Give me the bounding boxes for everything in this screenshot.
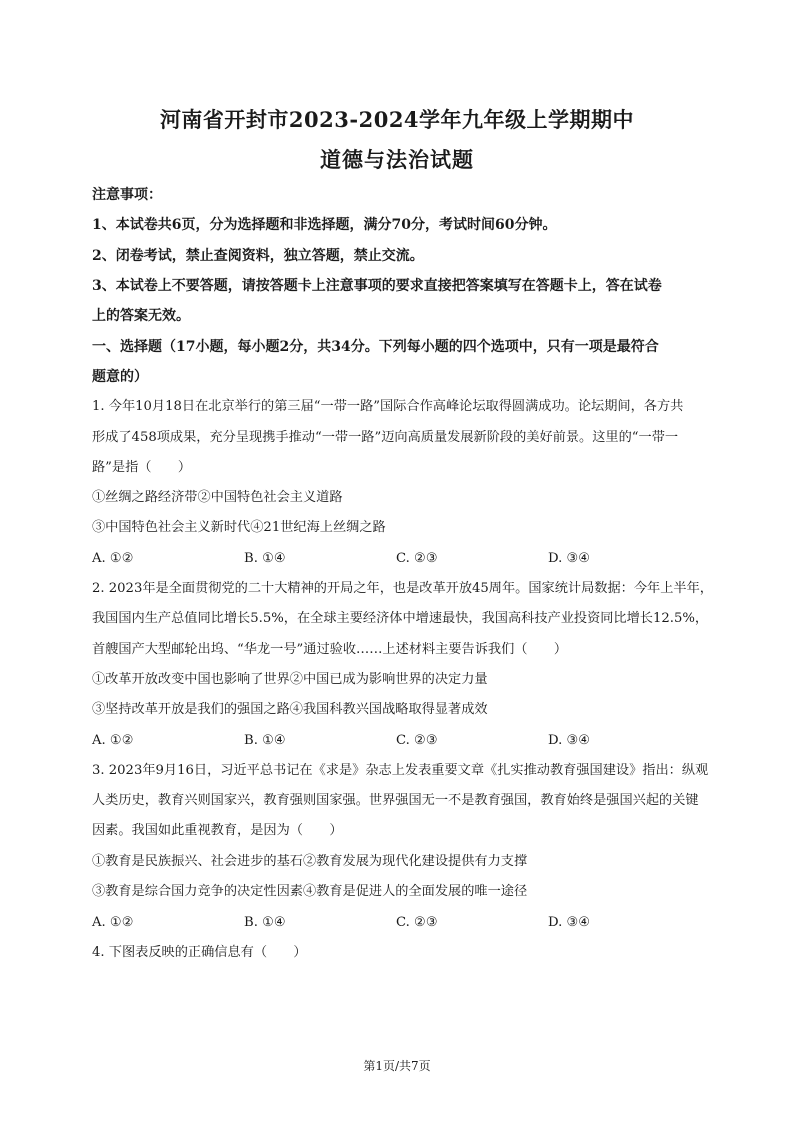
- section-heading: 一、选择题（17小题，每小题2分，共34分。下列每小题的四个选项中，只有一项是最符合: [92, 338, 659, 355]
- option-a: A. ①②: [92, 914, 134, 930]
- question-1: [92, 392, 702, 574]
- option-d: D. ③④: [548, 914, 591, 930]
- option-b: B. ①④: [244, 732, 286, 748]
- statement: ①丝绸之路经济带②中国特色社会主义道路: [92, 490, 343, 506]
- page-footer: 第1页/共7页: [363, 1059, 431, 1073]
- question-3: [92, 756, 709, 938]
- option-c: C. ②③: [396, 551, 438, 567]
- option-a: A. ①②: [92, 732, 134, 748]
- statement: ③坚持改革开放是我们的强国之路④我国科教兴国战略取得显著成效: [92, 702, 488, 718]
- statement: ①教育是民族振兴、社会进步的基石②教育发展为现代化建设提供有力支撑: [92, 853, 528, 869]
- option-d: D. ③④: [548, 551, 591, 567]
- option-c: C. ②③: [396, 914, 438, 930]
- note-item: 1、本试卷共6页，分为选择题和非选择题，满分70分，考试时间60分钟。: [92, 217, 557, 234]
- options: [92, 544, 702, 574]
- note-item: 2、闭卷考试，禁止查阅资料，独立答题，禁止交流。: [92, 247, 424, 264]
- question-4: [92, 937, 702, 967]
- statement: ③中国特色社会主义新时代④21世纪海上丝绸之路: [92, 520, 386, 536]
- note-item: 上的答案无效。: [92, 308, 190, 325]
- option-c: C. ②③: [396, 732, 438, 748]
- option-d: D. ③④: [548, 732, 591, 748]
- option-b: B. ①④: [244, 914, 286, 930]
- question-2: [92, 574, 713, 756]
- statement: ③教育是综合国力竞争的决定性因素④教育是促进人的全面发展的唯一途径: [92, 883, 528, 899]
- options: [92, 725, 702, 755]
- question-text: 我国国内生产总值同比增长5.5%，在全球主要经济体中增速最快，我国高科技产业投资同比增长12.5%，: [92, 611, 709, 627]
- question-text: 1. 今年10月18日在北京举行的第三届“一带一路”国际合作高峰论坛取得圆满成功。论坛期间，各方共: [92, 399, 684, 415]
- statement: ①改革开放改变中国也影响了世界②中国已成为影响世界的决定力量: [92, 671, 488, 687]
- note-item: 3、本试卷上不要答题，请按答题卡上注意事项的要求直接把答案填写在答题卡上，答在试卷: [92, 278, 662, 295]
- options: [92, 907, 702, 937]
- exam-body: [92, 180, 713, 968]
- question-text: 2. 2023年是全面贯彻党的二十大精神的开局之年，也是改革开放45周年。国家统计局数据：今年上半年，: [92, 581, 713, 596]
- option-b: B. ①④: [244, 551, 286, 567]
- question-text: 路”是指（ ）: [92, 459, 192, 475]
- question-text: 因素。我国如此重视教育，是因为（ ）: [92, 823, 343, 839]
- question-text: 3. 2023年9月16日，习近平总书记在《求是》杂志上发表重要文章《扎实推动教育强国建设》指出：纵观: [92, 762, 709, 778]
- question-text: 形成了458项成果，充分呈现携手推动“一带一路”迈向高质量发展新阶段的美好前景。这里的“一带一: [92, 429, 679, 445]
- section-heading-cont: 题意的）: [92, 368, 148, 385]
- option-a: A. ①②: [92, 551, 134, 567]
- exam-subtitle: 道德与法治试题: [320, 147, 474, 172]
- notes-heading: 注意事项：: [92, 187, 162, 204]
- question-text: 首艘国产大型邮轮出坞、“华龙一号”通过验收……上述材料主要告诉我们（ ）: [92, 641, 568, 657]
- question-text: 4. 下图表反映的正确信息有（ ）: [92, 944, 307, 960]
- exam-title: 河南省开封市2023-2024学年九年级上学期期中: [159, 107, 635, 132]
- question-text: 人类历史，教育兴则国家兴，教育强则国家强。世界强国无一不是教育强国，教育始终是强国兴起的关键: [92, 793, 699, 809]
